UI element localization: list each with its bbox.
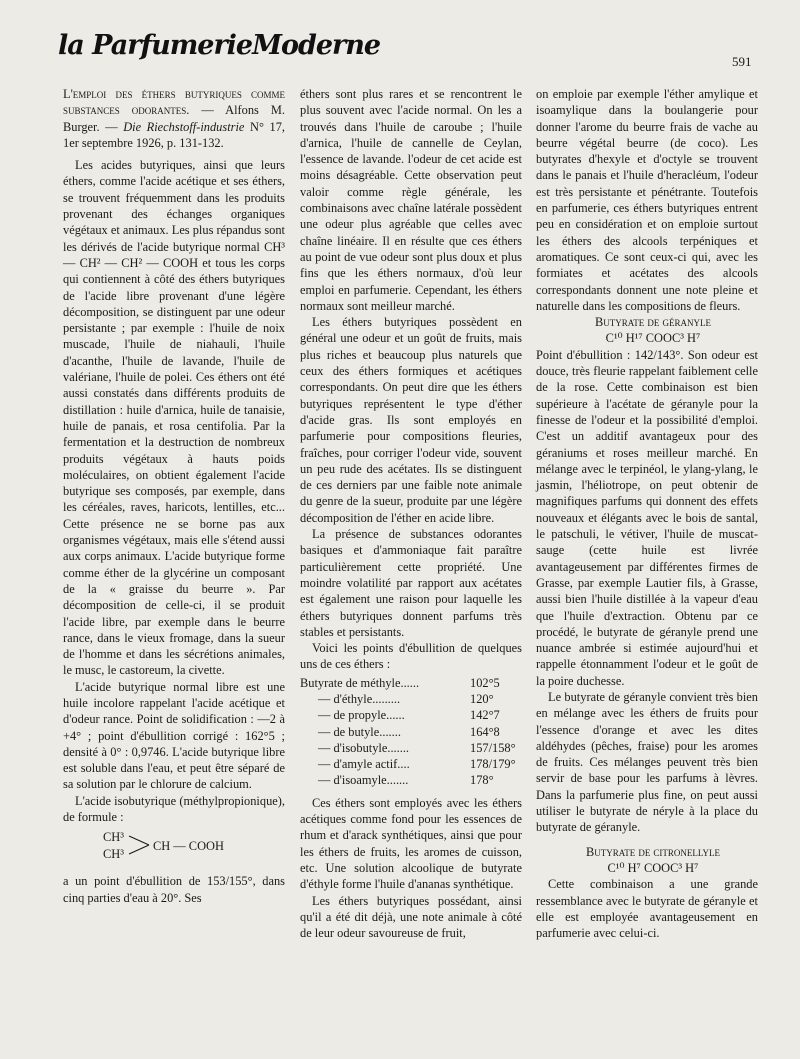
paragraph: Ces éthers sont employés avec les éthers acétiques comme fond pour les essences de rhum et d'arack synthétiques, ainsi que pour les éthers de fruits, les aromes de cuisson, etc. Une solution alcoolique de butyrate d'éthyle forme l'huile d'ananas synthétique.	[300, 795, 522, 892]
journal-name: Die Riechstoff-industrie	[123, 119, 245, 134]
table-row	[300, 724, 522, 740]
boiling-points-table	[300, 675, 522, 789]
paragraph: Les éthers butyriques possédant, ainsi qu'il a été dit déjà, une note animale à côté de leur odeur savoureuse de fruit,	[300, 893, 522, 941]
journal-details: N° 17, 1er septembre 1926, p. 131-132.	[63, 119, 285, 150]
paragraph: a un point d'ébullition de 153/155°, dans cinq parties d'eau à 20°. Ses	[63, 874, 285, 905]
ester-name: — de propyle......	[318, 708, 405, 723]
ester-name: — d'isoamyle.......	[318, 773, 409, 788]
formula-bonds	[127, 833, 151, 857]
column-left	[63, 86, 285, 906]
ester-name: Butyrate de méthyle......	[300, 675, 420, 690]
boiling-point: 120°	[470, 691, 494, 706]
table-row	[300, 691, 522, 707]
column-middle	[300, 86, 522, 941]
section-heading: Butyrate de géranyle	[595, 315, 711, 330]
boiling-point: 102°5	[470, 675, 500, 690]
boiling-point: 164°8	[470, 724, 500, 739]
paragraph: La présence de substances odorantes basiques et d'ammoniaque fait paraître particulièrement cette propriété. Une moindre volatilité par rapport aux acétates est également une raison pour laquelle les éthers butyriques donnent parfums très stables et persistants.	[300, 527, 522, 639]
paragraph: Les éthers butyriques possèdent en général une odeur et un goût de fruits, mais plus riches et beaucoup plus naturels que ceux des éthers formiques et acétiques correspondants. On peut dire que les éthers butyriques représentent le type d'éther d'acide gras. Ils sont employés en parfumerie pour compositions fleuries, fraîches, pour corriger l'odeur vide, souvent un peu rude des acétates. Ils se distinguent de ces derniers par une faible note animale du genre de la sueur, produite par une légère décomposition de l'éther en acide libre.	[300, 315, 522, 525]
article-author: — Alfons M. Burger. —	[63, 103, 285, 134]
isobutyric-formula	[103, 829, 285, 867]
boiling-point: 142°7	[470, 708, 500, 723]
chemical-formula: C¹⁰ H¹⁷ COOC³ H⁷	[605, 331, 701, 346]
paragraph: éthers sont plus rares et se rencontrent le plus souvent avec l'acide normal. On les a trouvés dans l'huile de caroube ; l'huile d'arnica, l'huile de cannelle de Ceylan, l'essence de lavande. l'odeur de cet acide est moins désagréable. Cette observation peut valoir comme règle générale, les combinaisons avec chaîne latérale possèdent une odeur plus agréable que celles avec chaîne linéaire. Il en résulte que ces éthers au point de vue odeur sont plus doux et plus fins que les éthers normaux, d'où leur emploi en parfumerie. Cependant, les éthers normaux sont meilleur marché.	[300, 87, 522, 313]
table-row	[300, 675, 522, 691]
column-right	[536, 86, 758, 941]
ester-name: — d'éthyle.........	[318, 691, 401, 706]
article-reference	[63, 86, 285, 151]
paragraph: Cette combinaison a une grande ressemblance avec le butyrate de géranyle et elle est employée avantageusement en parfumerie avec celui-ci.	[536, 877, 758, 941]
paragraph: Le butyrate de géranyle convient très bien en mélange avec les éthers de fruits pour l'essence d'orange et avec les dites aldéhydes (pêches, fraise) pour les aromes de fruits. Ces mélanges peuvent très bien servir de base pour les parfums à lèvres. Dans la parfumerie plus fine, on peut aussi utiliser le butyrate de néryle à la place du butyrate de géranyle.	[536, 689, 758, 835]
paragraph: Voici les points d'ébullition de quelques uns de ces éthers :	[300, 641, 522, 672]
paragraph: Point d'ébullition : 142/143°. Son odeur est douce, très fleurie rappelant faiblement celle de la rose. Cette combinaison est bien supérieure à l'acétate de géranyle pour la finesse de l'odeur et la possibilité d'emploi. C'est un additif avantageux pour des géraniums et roses meilleur marché. En mélange avec le terpinéol, le ylang-ylang, le jasmin, l'héliotrope, on peut obtenir de magnifiques parfums qui donnent des effets nouveaux et élégants avec le bois de santal, le patschuli, le vétiver, l'huile de muscat-sauge (cette huile est livrée avantageusement par différentes firmes de Grasse, par exemple Lautier fils, à Grasse, aussi bien l'huile distillée à la vapeur d'eau que l'huile d'extraction. Obtenu par ce procédé, le butyrate de géranyle prend une nuance ambrée si estimée aujourd'hui et rappelle étonnamment l'odeur et le goût de la poire duchesse.	[536, 347, 758, 688]
boiling-point: 178/179°	[470, 757, 516, 772]
boiling-point: 157/158°	[470, 740, 516, 755]
paragraph: Les acides butyriques, ainsi que leurs éthers, comme l'acide acétique et ses éthers, se trouvent fréquemment dans les produits provenant des échanges organiques végétaux et animaux. Les plus répandus sont les dérivés de l'acide butyrique normal CH³ — CH² — CH² — COOH et tous les corps qui contiennent à côté des éthers butyriques de l'acide libre provenant d'une légère décomposition, se distinguent par une odeur persistante ; par exemple : l'huile de noix muscade, l'huile de niahauli, l'huile d'acanthe, l'huile de lavande, l'huile de valériane, l'huile de polei. Ces éthers ont été aussi constatés dans différents produits de distillation : huile d'arnica, huile de tanaisie, huile de panais, et rosa centifolia. Par la fermentation et la destruction de nombreux produits végétaux à hauts poids moléculaires, on obtient également l'acide butyrique ses composés, par exemple, dans les céréales, raves, haricots, lentilles, etc... Cette présence ne se borne pas aux organismes végétaux, mais elle s'étend aussi aux corps animaux. L'acide butyrique forme comme éther de la glycérine un composant de la « graisse du beurre ». Par décomposition de celle-ci, il se produit l'acide libre, par exemple dans le beurre rance, dans le vieux fromage, dans la sueur de l'homme et dans les sécrétions animales, le musc, le castoreum, la civette.	[63, 158, 285, 678]
formula-ch3-bottom: CH³	[103, 847, 124, 862]
formula-rest: CH — COOH	[153, 839, 224, 854]
formula-ch3-top: CH³	[103, 830, 124, 845]
chemical-formula: C¹⁰ H⁷ COOC³ H⁷	[607, 860, 699, 875]
ester-name: — d'amyle actif....	[318, 757, 410, 772]
ester-name: — de butyle.......	[318, 724, 401, 739]
table-row	[300, 772, 522, 788]
table-row	[300, 707, 522, 723]
paragraph: L'acide isobutyrique (méthylpropionique), de formule :	[63, 793, 285, 825]
article-title: L'emploi des éthers butyriques comme substances odorantes.	[63, 87, 285, 118]
journal-masthead: la ParfumerieModerne	[58, 30, 381, 61]
table-row	[300, 740, 522, 756]
boiling-point: 178°	[470, 773, 494, 788]
ester-name: — d'isobutyle.......	[318, 740, 410, 755]
page-number: 591	[732, 54, 752, 69]
section-heading: Butyrate de citronellyle	[585, 844, 721, 859]
paragraph: L'acide butyrique normal libre est une huile incolore rappelant l'acide acétique et d'odeur rance. Point de solidification : —2 à +4° ; point d'ébullition corrigé : 162°5 ; densité à 0° : 0,9746. L'acide butyrique libre est soluble dans l'eau, et peut être séparé de sa solution par le chlorure de calcium.	[63, 679, 285, 792]
paragraph: on emploie par exemple l'éther amylique et isoamylique dans la boulangerie pour donner l'arome du beurre frais de vache au beurre végétal beurre (de coco). Les butyrates d'hexyle et d'octyle se trouvent dans le panais et l'huile d'heracléum, l'odeur est très persistante et pénétrante. Toutefois en parfumerie, ces éthers butyriques entrent peu en considération et on emploie surtout les éthers des alcools terpéniques et aromatiques. Ce sont ceux-ci qui, avec les formiates et acétates des alcools correspondants donnent une note pleine et naturelle dans les compositions de fleurs.	[536, 87, 758, 313]
table-row	[300, 756, 522, 772]
